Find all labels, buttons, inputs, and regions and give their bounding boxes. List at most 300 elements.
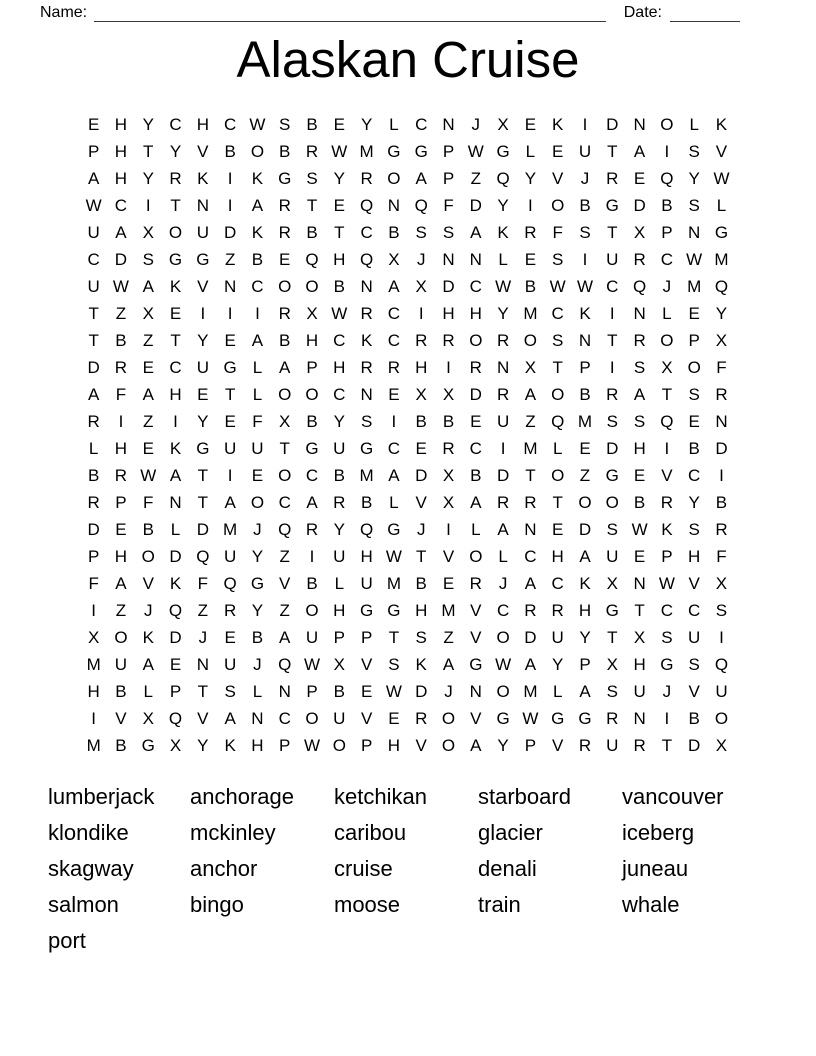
grid-letter: C xyxy=(387,438,401,458)
grid-letter: I xyxy=(227,195,233,215)
grid-letter: X xyxy=(442,384,455,404)
grid-letter: R xyxy=(469,357,482,377)
grid-letter: B xyxy=(333,276,345,296)
grid-letter: O xyxy=(523,330,538,350)
word-list-item: cruise xyxy=(334,856,393,881)
grid-letter: S xyxy=(552,249,564,269)
grid-letter: D xyxy=(223,222,237,242)
grid-letter: P xyxy=(87,141,100,161)
grid-letter: V xyxy=(197,141,209,161)
grid-letter: Z xyxy=(279,546,290,566)
grid-letter: R xyxy=(633,330,646,350)
grid-letter: D xyxy=(114,249,128,269)
grid-letter: D xyxy=(169,546,182,566)
grid-letter: X xyxy=(415,276,427,296)
grid-letter: V xyxy=(360,708,373,728)
word-list-item: glacier xyxy=(478,820,543,845)
grid-letter: O xyxy=(687,357,701,377)
grid-letter: H xyxy=(333,249,346,269)
grid-letter: E xyxy=(524,249,537,269)
grid-letter: R xyxy=(606,168,619,188)
grid-letter: A xyxy=(87,384,100,404)
grid-letter: A xyxy=(251,195,264,215)
grid-letter: D xyxy=(524,627,537,647)
grid-letter: W xyxy=(331,303,348,323)
grid-letter: B xyxy=(306,222,318,242)
grid-letter: K xyxy=(251,222,264,242)
grid-letter: R xyxy=(496,384,510,404)
grid-letter: Q xyxy=(714,276,729,296)
grid-letter: K xyxy=(497,222,509,242)
grid-letter: K xyxy=(169,276,182,296)
grid-letter: Y xyxy=(333,519,345,539)
grid-letter: T xyxy=(197,492,209,512)
word-list-column xyxy=(190,779,334,959)
grid-letter: U xyxy=(606,249,619,269)
grid-letter: A xyxy=(633,141,646,161)
grid-letter: E xyxy=(388,708,400,728)
grid-letter: G xyxy=(387,141,401,161)
grid-letter: W xyxy=(713,168,730,188)
word-list-column xyxy=(478,779,622,959)
grid-letter: A xyxy=(633,384,646,404)
grid-letter: D xyxy=(606,114,619,134)
grid-letter: B xyxy=(524,276,537,296)
grid-letter: L xyxy=(689,114,699,134)
grid-letter: A xyxy=(579,546,591,566)
grid-letter: A xyxy=(524,384,537,404)
word-list xyxy=(48,779,776,959)
grid-letter: P xyxy=(360,735,373,755)
grid-letter: I xyxy=(227,465,233,485)
grid-letter: O xyxy=(305,600,319,620)
grid-letter: S xyxy=(688,141,700,161)
grid-letter: D xyxy=(87,519,100,539)
grid-letter: U xyxy=(87,222,100,242)
grid-letter: A xyxy=(224,492,236,512)
grid-letter: U xyxy=(688,627,701,647)
grid-letter: N xyxy=(169,492,182,512)
grid-letter: K xyxy=(661,519,673,539)
grid-letter: A xyxy=(224,708,236,728)
grid-letter: I xyxy=(609,303,615,323)
grid-letter: X xyxy=(661,357,673,377)
grid-letter: N xyxy=(223,276,237,296)
grid-letter: S xyxy=(415,222,427,242)
grid-letter: B xyxy=(279,141,291,161)
grid-letter: P xyxy=(333,627,345,647)
grid-letter: B xyxy=(142,519,154,539)
grid-letter: T xyxy=(88,330,99,350)
grid-letter: I xyxy=(227,303,233,323)
grid-letter: T xyxy=(552,357,563,377)
grid-letter: J xyxy=(471,114,481,134)
grid-letter: Y xyxy=(524,168,537,188)
grid-letter: E xyxy=(333,195,345,215)
grid-letter: A xyxy=(142,384,154,404)
grid-letter: U xyxy=(333,438,346,458)
grid-letter: K xyxy=(251,168,264,188)
grid-letter: G xyxy=(196,438,210,458)
grid-letter: Q xyxy=(360,519,374,539)
grid-letter: R xyxy=(278,303,291,323)
grid-letter: C xyxy=(606,276,619,296)
grid-letter: S xyxy=(688,654,700,674)
grid-letter: L xyxy=(471,519,481,539)
grid-letter: R xyxy=(278,195,291,215)
grid-letter: C xyxy=(305,465,319,485)
grid-letter: O xyxy=(660,114,674,134)
grid-letter: H xyxy=(333,600,346,620)
word-list-item: moose xyxy=(334,892,401,917)
grid-letter: B xyxy=(415,411,427,431)
grid-letter: T xyxy=(197,681,209,701)
grid-letter: O xyxy=(250,141,265,161)
grid-letter: E xyxy=(87,114,100,134)
word-list-item: juneau xyxy=(622,856,689,881)
grid-letter: Q xyxy=(360,195,374,215)
grid-letter: R xyxy=(633,735,646,755)
grid-letter: E xyxy=(224,627,236,647)
grid-letter: Z xyxy=(197,600,209,620)
grid-letter: N xyxy=(442,249,455,269)
word-list-item: train xyxy=(478,892,521,917)
grid-letter: H xyxy=(251,735,264,755)
grid-letter: C xyxy=(169,114,182,134)
grid-letter: H xyxy=(169,384,182,404)
grid-letter: R xyxy=(87,492,100,512)
grid-letter: C xyxy=(469,438,482,458)
grid-letter: V xyxy=(197,708,209,728)
grid-letter: Y xyxy=(169,141,182,161)
grid-letter: O xyxy=(278,384,292,404)
grid-letter: R xyxy=(660,492,674,512)
grid-letter: E xyxy=(169,303,182,323)
grid-letter: B xyxy=(333,465,345,485)
grid-letter: G xyxy=(387,519,401,539)
grid-letter: W xyxy=(576,276,594,296)
grid-letter: K xyxy=(169,438,182,458)
grid-letter: X xyxy=(715,573,728,593)
grid-letter: E xyxy=(251,465,264,485)
grid-letter: N xyxy=(469,249,482,269)
grid-letter: D xyxy=(688,735,701,755)
grid-letter: N xyxy=(196,195,209,215)
grid-letter: H xyxy=(114,438,128,458)
grid-letter: C xyxy=(551,573,564,593)
grid-letter: S xyxy=(360,411,373,431)
grid-letter: X xyxy=(279,411,291,431)
grid-letter: U xyxy=(196,357,209,377)
grid-letter: Y xyxy=(197,411,209,431)
grid-letter: O xyxy=(305,276,319,296)
grid-letter: A xyxy=(142,276,154,296)
grid-letter: C xyxy=(251,276,264,296)
grid-letter: J xyxy=(253,519,262,539)
grid-letter: C xyxy=(333,384,346,404)
grid-letter: I xyxy=(446,519,451,539)
grid-letter: P xyxy=(442,141,455,161)
grid-letter: Y xyxy=(197,330,209,350)
grid-letter: P xyxy=(306,357,318,377)
grid-letter: B xyxy=(306,114,318,134)
grid-letter: U xyxy=(496,411,510,431)
grid-letter: V xyxy=(415,735,427,755)
grid-letter: Q xyxy=(278,654,292,674)
grid-letter: E xyxy=(415,438,427,458)
grid-letter: O xyxy=(141,546,155,566)
grid-letter: B xyxy=(715,492,728,512)
grid-letter: V xyxy=(661,465,673,485)
grid-letter: K xyxy=(579,303,591,323)
word-list-item: vancouver xyxy=(622,784,724,809)
grid-letter: W xyxy=(331,141,348,161)
grid-letter: D xyxy=(169,627,182,647)
grid-letter: F xyxy=(197,573,209,593)
grid-letter: W xyxy=(549,276,566,296)
grid-letter: U xyxy=(333,708,346,728)
grid-letter: T xyxy=(607,141,618,161)
grid-letter: H xyxy=(114,546,128,566)
grid-letter: N xyxy=(688,222,701,242)
grid-letter: C xyxy=(387,303,401,323)
grid-letter: P xyxy=(579,654,591,674)
grid-letter: A xyxy=(279,357,291,377)
grid-letter: W xyxy=(304,735,321,755)
grid-letter: Z xyxy=(143,411,154,431)
grid-letter: P xyxy=(169,681,182,701)
grid-letter: W xyxy=(686,249,703,269)
grid-letter: C xyxy=(114,195,128,215)
grid-letter: H xyxy=(415,357,428,377)
grid-letter: Y xyxy=(552,654,564,674)
grid-letter: W xyxy=(85,195,102,215)
grid-letter: C xyxy=(496,600,510,620)
grid-letter: Q xyxy=(660,168,674,188)
grid-letter: Q xyxy=(496,168,510,188)
grid-letter: C xyxy=(333,330,346,350)
grid-letter: R xyxy=(578,735,592,755)
grid-letter: P xyxy=(688,330,700,350)
grid-letter: V xyxy=(279,573,291,593)
grid-letter: E xyxy=(115,519,127,539)
grid-letter: H xyxy=(305,330,319,350)
grid-letter: N xyxy=(715,411,728,431)
grid-letter: L xyxy=(716,195,727,215)
grid-letter: Q xyxy=(660,411,674,431)
grid-letter: X xyxy=(333,654,345,674)
grid-letter: S xyxy=(442,222,455,242)
word-list-column xyxy=(48,779,190,959)
grid-letter: Y xyxy=(333,168,345,188)
grid-letter: L xyxy=(525,141,536,161)
name-label: Name: xyxy=(40,4,88,21)
date-blank-line xyxy=(670,5,740,22)
grid-letter: X xyxy=(633,627,646,647)
grid-letter: B xyxy=(251,249,264,269)
grid-letter: O xyxy=(332,735,346,755)
grid-letter: X xyxy=(606,573,618,593)
grid-letter: S xyxy=(688,384,700,404)
grid-letter: U xyxy=(606,546,619,566)
grid-letter: T xyxy=(197,465,209,485)
grid-letter: A xyxy=(142,654,154,674)
grid-letter: A xyxy=(470,735,482,755)
grid-letter: N xyxy=(578,330,592,350)
grid-letter: D xyxy=(415,681,428,701)
grid-letter: P xyxy=(87,546,100,566)
grid-letter: X xyxy=(306,303,318,323)
word-list-item: port xyxy=(48,928,86,953)
grid-letter: T xyxy=(661,735,673,755)
grid-letter: K xyxy=(552,114,564,134)
grid-letter: O xyxy=(551,384,565,404)
grid-letter: M xyxy=(714,249,729,269)
grid-letter: A xyxy=(470,492,482,512)
grid-letter: H xyxy=(114,114,128,134)
grid-letter: B xyxy=(115,330,127,350)
grid-letter: Y xyxy=(197,735,209,755)
grid-letter: R xyxy=(496,330,510,350)
grid-letter: A xyxy=(279,627,291,647)
grid-letter: L xyxy=(88,438,99,458)
grid-letter: T xyxy=(607,627,618,647)
grid-letter: T xyxy=(334,222,345,242)
grid-letter: F xyxy=(252,411,263,431)
grid-letter: F xyxy=(552,222,563,242)
grid-letter: X xyxy=(497,114,509,134)
grid-letter: H xyxy=(360,546,373,566)
grid-letter: S xyxy=(688,519,700,539)
grid-letter: M xyxy=(86,654,101,674)
grid-letter: B xyxy=(115,735,127,755)
grid-letter: O xyxy=(114,627,128,647)
grid-letter: V xyxy=(470,600,482,620)
grid-letter: N xyxy=(196,654,209,674)
grid-letter: I xyxy=(664,438,670,458)
word-list-item: anchor xyxy=(190,856,258,881)
grid-letter: R xyxy=(606,708,619,728)
grid-letter: Z xyxy=(224,249,236,269)
word-list-item: denali xyxy=(478,856,537,881)
grid-letter: S xyxy=(688,195,700,215)
grid-letter: E xyxy=(169,654,182,674)
grid-letter: Q xyxy=(223,573,237,593)
grid-letter: I xyxy=(664,141,670,161)
grid-letter: E xyxy=(224,411,236,431)
grid-letter: W xyxy=(112,276,129,296)
grid-letter: C xyxy=(688,600,701,620)
grid-letter: I xyxy=(200,303,206,323)
grid-letter: M xyxy=(523,681,538,701)
grid-letter: K xyxy=(715,114,728,134)
grid-letter: R xyxy=(169,168,182,188)
grid-letter: E xyxy=(688,411,700,431)
grid-letter: R xyxy=(442,438,455,458)
grid-letter: M xyxy=(359,465,374,485)
grid-letter: K xyxy=(224,735,236,755)
grid-letter: K xyxy=(169,573,182,593)
grid-letter: Q xyxy=(168,708,183,728)
grid-letter: G xyxy=(387,600,401,620)
word-list-item: klondike xyxy=(48,820,129,845)
grid-letter: T xyxy=(416,546,427,566)
grid-letter: R xyxy=(551,600,564,620)
grid-letter: R xyxy=(114,357,128,377)
grid-letter: H xyxy=(114,168,128,188)
grid-letter: G xyxy=(496,141,510,161)
grid-letter: L xyxy=(389,114,399,134)
grid-letter: H xyxy=(196,114,209,134)
grid-letter: E xyxy=(442,573,455,593)
grid-letter: Y xyxy=(579,627,591,647)
grid-letter: O xyxy=(714,708,729,728)
grid-letter: P xyxy=(115,492,127,512)
grid-letter: V xyxy=(715,141,728,161)
grid-letter: C xyxy=(223,114,237,134)
grid-letter: Y xyxy=(715,303,728,323)
grid-letter: H xyxy=(415,600,428,620)
grid-letter: H xyxy=(578,600,592,620)
grid-letter: B xyxy=(442,411,455,431)
grid-letter: G xyxy=(305,438,319,458)
grid-letter: E xyxy=(388,384,400,404)
grid-letter: U xyxy=(305,627,319,647)
grid-letter: R xyxy=(469,573,482,593)
grid-letter: A xyxy=(470,222,482,242)
grid-letter: B xyxy=(688,708,700,728)
word-list-item: starboard xyxy=(478,784,571,809)
grid-letter: E xyxy=(688,303,700,323)
grid-letter: V xyxy=(552,168,564,188)
grid-letter: B xyxy=(224,141,236,161)
grid-letter: U xyxy=(578,141,592,161)
grid-letter: R xyxy=(606,384,619,404)
grid-letter: U xyxy=(114,654,128,674)
grid-letter: T xyxy=(170,330,181,350)
grid-letter: J xyxy=(416,249,426,269)
grid-letter: W xyxy=(385,546,402,566)
grid-letter: O xyxy=(605,492,619,512)
grid-letter: S xyxy=(633,411,646,431)
grid-letter: Q xyxy=(551,411,565,431)
grid-letter: S xyxy=(306,168,318,188)
grid-letter: C xyxy=(660,249,674,269)
grid-letter: B xyxy=(633,492,646,512)
grid-letter: G xyxy=(250,573,265,593)
grid-letter: E xyxy=(633,465,646,485)
grid-letter: U xyxy=(360,573,373,593)
grid-letter: A xyxy=(115,222,127,242)
grid-letter: B xyxy=(333,681,345,701)
grid-letter: N xyxy=(360,276,373,296)
grid-letter: U xyxy=(223,438,237,458)
grid-letter: M xyxy=(523,303,538,323)
grid-letter: R xyxy=(415,708,428,728)
grid-letter: N xyxy=(633,303,646,323)
grid-letter: A xyxy=(524,654,537,674)
grid-letter: N xyxy=(633,114,646,134)
grid-letter: G xyxy=(141,735,155,755)
grid-letter: F xyxy=(115,384,127,404)
grid-letter: M xyxy=(441,600,456,620)
word-list-item: whale xyxy=(622,892,680,917)
grid-letter: R xyxy=(305,519,319,539)
grid-letter: R xyxy=(305,141,319,161)
grid-letter: R xyxy=(360,303,373,323)
grid-letter: Z xyxy=(115,600,127,620)
grid-letter: X xyxy=(142,222,154,242)
